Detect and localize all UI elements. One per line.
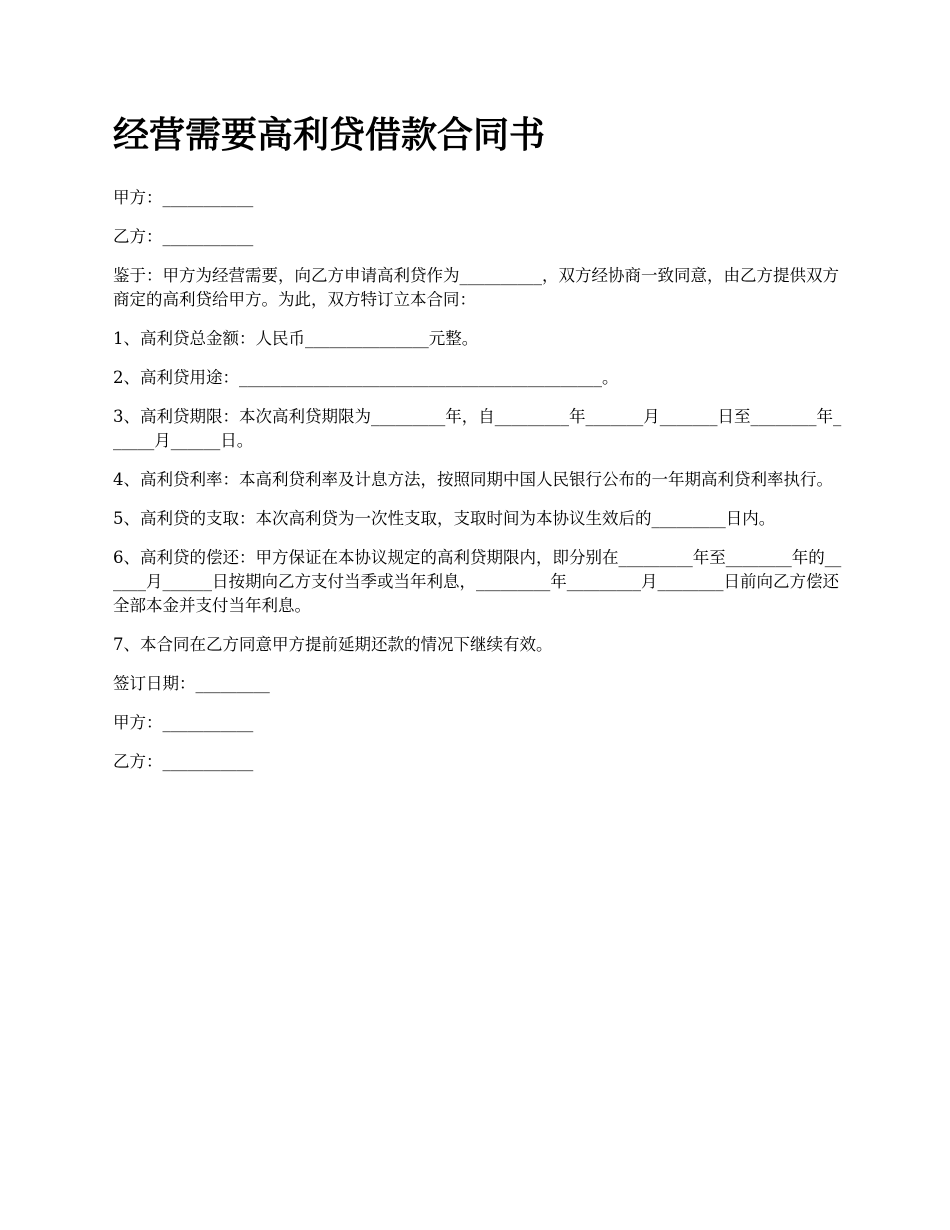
clause-2-purpose: 2、高利贷用途：____________________________________________。 — [113, 368, 619, 387]
document-title: 经营需要高利贷借款合同书 — [113, 115, 546, 156]
clause-1-total-amount: 1、高利贷总金额：人民币_______________元整。 — [113, 329, 479, 348]
clause-7-validity: 7、本合同在乙方同意甲方提前延期还款的情况下继续有效。 — [113, 635, 553, 654]
contract-document — [113, 108, 843, 789]
clause-3-term: 3、高利贷期限：本次高利贷期限为_________年，自_________年_______月_______日至________年______月______日。 — [113, 407, 842, 450]
party-b-signature-line: 乙方：___________ — [113, 752, 254, 771]
party-a-line: 甲方：___________ — [113, 188, 254, 207]
clause-4-interest-rate: 4、高利贷利率：本高利贷利率及计息方法，按照同期中国人民银行公布的一年期高利贷利率执行。 — [113, 470, 833, 489]
party-a-signature-line: 甲方：___________ — [113, 713, 254, 732]
preamble-paragraph: 鉴于：甲方为经营需要，向乙方申请高利贷作为__________，双方经协商一致同意，由乙方提供双方商定的高利贷给甲方。为此，双方特订立本合同： — [113, 266, 839, 309]
signing-date-line: 签订日期：_________ — [113, 674, 270, 693]
clause-5-withdrawal: 5、高利贷的支取：本次高利贷为一次性支取，支取时间为本协议生效后的_________日内。 — [113, 509, 776, 528]
clause-6-repayment: 6、高利贷的偿还：甲方保证在本协议规定的高利贷期限内，即分别在_________年至________年的______月______日按期向乙方支付当季或当年利息，_________年_________月________日前向乙方偿还全部本金并支付当年利息。 — [113, 548, 842, 615]
party-b-line: 乙方：___________ — [113, 227, 254, 246]
